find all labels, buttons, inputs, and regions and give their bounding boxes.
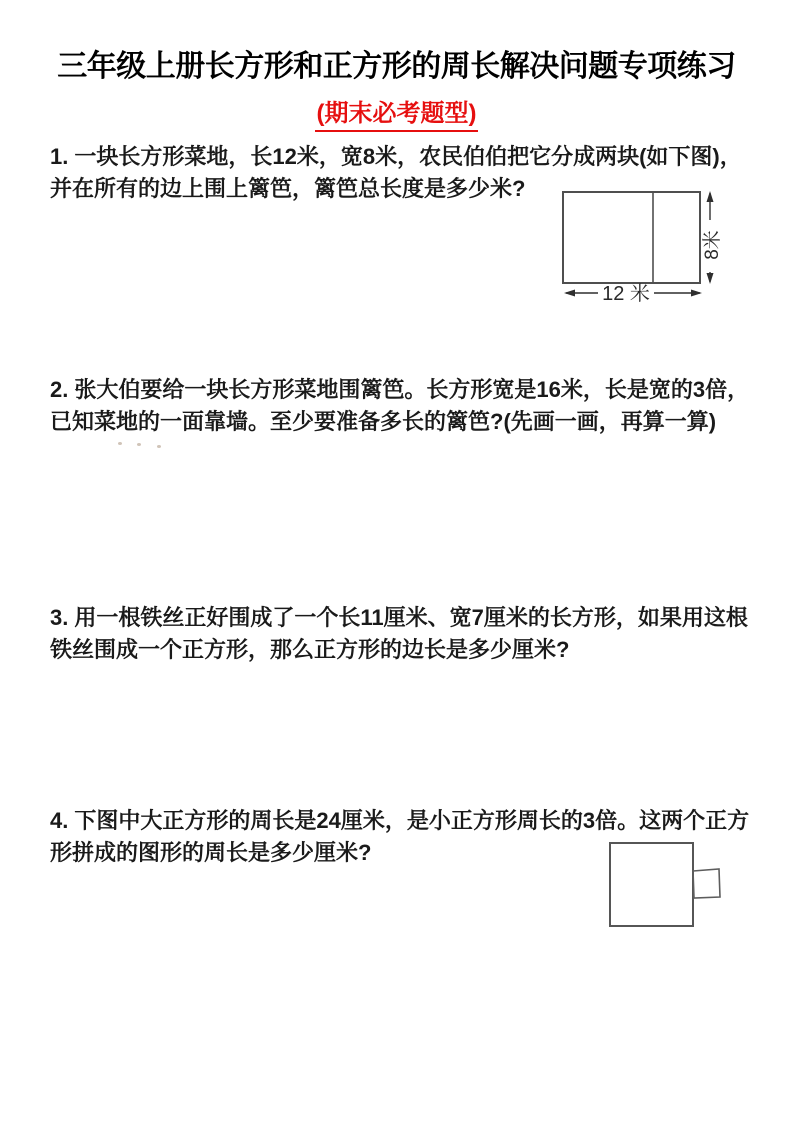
large-square [610, 843, 693, 926]
arrowhead-down [707, 273, 714, 284]
question-text-line [50, 141, 762, 173]
squares-diagram [600, 835, 740, 937]
arrowhead-left [564, 290, 575, 297]
question-text-line: 铁丝围成一个正方形，那么正方形的边长是多少厘米? [50, 637, 570, 662]
worksheet-title: 三年级上册长方形和正方形的周长解决问题专项练习 [57, 50, 736, 83]
arrowhead-up [707, 191, 714, 202]
rectangle-diagram [552, 180, 747, 310]
width-label: 12 米 [602, 283, 650, 305]
question-block-3 [50, 602, 762, 666]
question-text-line: 已知菜地的一面靠墙。至少要准备多长的篱笆?(先画一画，再算一算) [50, 409, 717, 434]
rectangle-outline [563, 192, 700, 283]
question-text: 用一根铁丝正好围成了一个长11厘米、宽7厘米的长方形，如果用这根 [74, 605, 748, 630]
question-text: 一块长方形菜地，长12米，宽8米，农民伯伯把它分成两块(如下图)， [74, 144, 742, 169]
question-block-2 [50, 374, 762, 438]
question-text-line [50, 805, 762, 837]
question-number: 1. [50, 144, 69, 169]
question-text-line: 并在所有的边上围上篱笆，篱笆总长度是多少米? [50, 176, 526, 201]
question-text-line [50, 374, 762, 406]
scan-artifact-dot [157, 445, 161, 448]
worksheet-subtitle: (期末必考题型) [315, 100, 479, 132]
question-number: 3. [50, 605, 69, 630]
worksheet-subtitle-row [0, 100, 793, 132]
question-text: 张大伯要给一块长方形菜地围篱笆。长方形宽是16米，长是宽的3倍， [74, 377, 750, 402]
question-number: 2. [50, 377, 69, 402]
height-label: 8米 [702, 230, 723, 260]
question-text: 下图中大正方形的周长是24厘米，是小正方形周长的3倍。这两个正方 [74, 808, 750, 833]
small-square [693, 869, 720, 898]
question-number: 4. [50, 808, 69, 833]
arrowhead-right [691, 290, 702, 297]
question-text-line [50, 602, 762, 634]
question-text-line: 形拼成的图形的周长是多少厘米? [50, 840, 372, 865]
scan-artifact-dot [118, 442, 122, 445]
scan-artifact-dot [137, 443, 141, 446]
